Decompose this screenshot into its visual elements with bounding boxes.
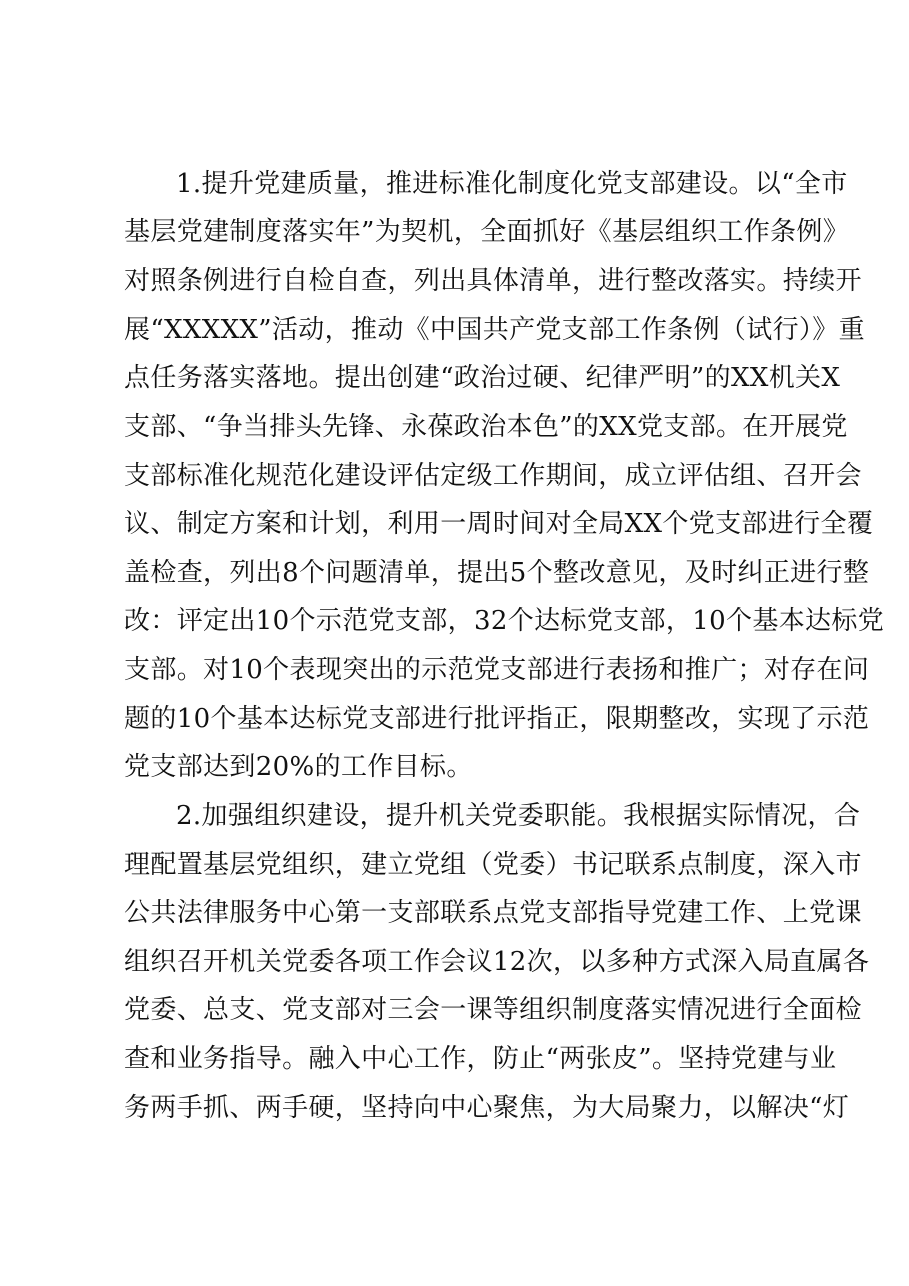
paragraph-2-line-7: 务两手抓、两手硬，坚持向中心聚焦，为大局聚力，以解决“灯 xyxy=(124,1093,850,1123)
paragraph-2-line-4: 组织召开机关党委各项工作会议12次，以多种方式深入局直属各 xyxy=(124,947,870,977)
paragraph-1-line-12: 题的10个基本达标党支部进行批评指正，限期整改，实现了示范 xyxy=(124,704,870,734)
paragraph-2-line-1: 2.加强组织建设，提升机关党委职能。我根据实际情况，合 xyxy=(176,801,861,831)
paragraph-2-line-3: 公共法律服务中心第一支部联系点党支部指导党建工作、上党课 xyxy=(124,898,862,928)
paragraph-1-line-11: 支部。对10个表现突出的示范党支部进行表扬和推广；对存在问 xyxy=(124,655,870,685)
paragraph-1-line-6: 支部、“争当排头先锋、永葆政治本色”的XX党支部。在开展党 xyxy=(124,412,848,442)
paragraph-1-line-9: 盖检查，列出8个问题清单，提出5个整改意见，及时纠正进行整 xyxy=(124,558,870,588)
paragraph-1-line-5: 点任务落实落地。提出创建“政治过硬、纪律严明”的XX机关X xyxy=(124,363,841,393)
paragraph-2-line-6: 查和业务指导。融入中心工作，防止“两张皮”。坚持党建与业 xyxy=(124,1044,837,1074)
paragraph-2-line-5: 党委、总支、党支部对三会一课等组织制度落实情况进行全面检 xyxy=(124,995,862,1025)
paragraph-1-line-7: 支部标准化规范化建设评估定级工作期间，成立评估组、召开会 xyxy=(124,461,862,491)
paragraph-1-line-4: 展“XXXXX”活动，推动《中国共产党支部工作条例（试行）》重 xyxy=(124,315,865,345)
paragraph-1-line-2: 基层党建制度落实年”为契机，全面抓好《基层组织工作条例》 xyxy=(124,217,850,247)
paragraph-1-line-10: 改：评定出10个示范党支部，32个达标党支部，10个基本达标党 xyxy=(124,606,885,636)
paragraph-1-line-1: 1.提升党建质量，推进标准化制度化党支部建设。以“全市 xyxy=(176,169,848,199)
paragraph-1-line-3: 对照条例进行自检自查，列出具体清单，进行整改落实。持续开 xyxy=(124,266,862,296)
paragraph-1-line-8: 议、制定方案和计划，利用一周时间对全局XX个党支部进行全覆 xyxy=(124,509,874,539)
paragraph-2-line-2: 理配置基层党组织，建立党组（党委）书记联系点制度，深入市 xyxy=(124,850,862,880)
paragraph-1-line-13: 党支部达到20%的工作目标。 xyxy=(124,752,473,782)
